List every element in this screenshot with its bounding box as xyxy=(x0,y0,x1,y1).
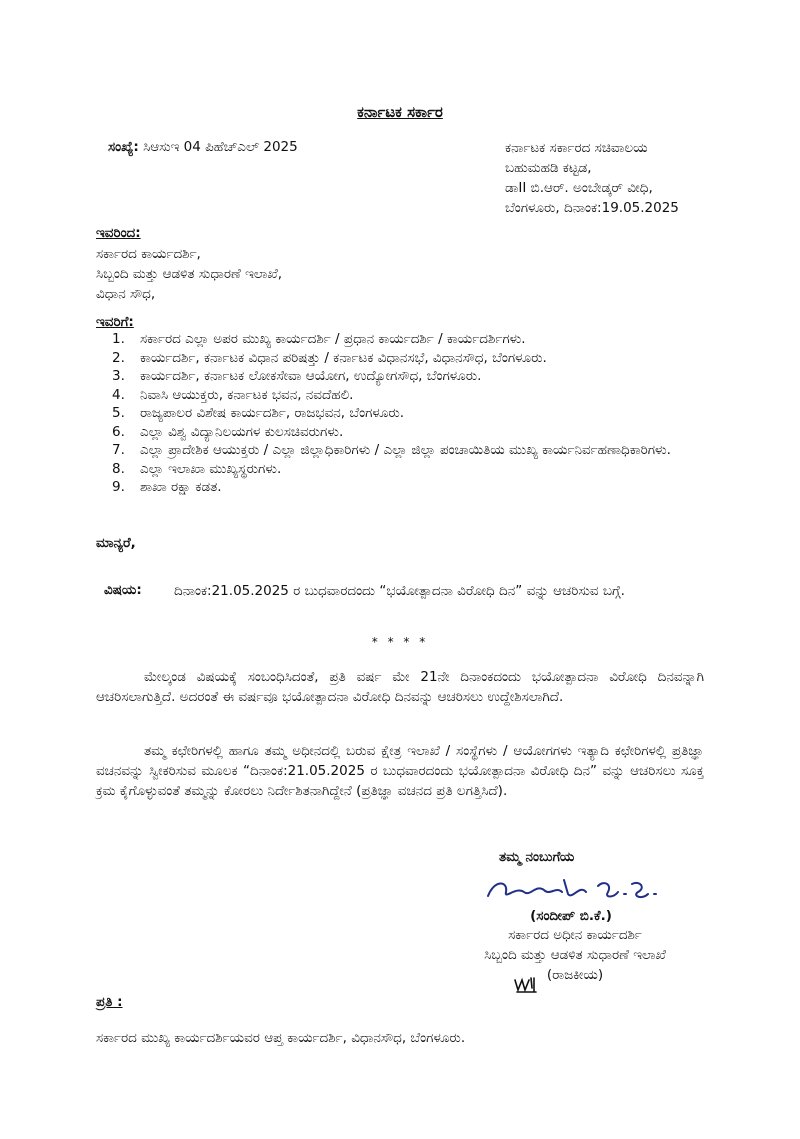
signature-image xyxy=(480,872,670,906)
separator-stars: * * * * xyxy=(371,635,429,649)
closing-yours-faithfully: ತಮ್ಮ ನಂಬುಗೆಯ xyxy=(499,849,575,865)
body-paragraph-1: ಮೇಲ್ಕಂಡ ವಿಷಯಕ್ಕೆ ಸಂಬಂಧಿಸಿದಂತೆ, ಪ್ರತಿ ವರ್ಷ ಮೇ 21ನೇ ದಿನಾಂಕದಂದು ಭಯೋತ್ಪಾದನಾ ವಿರೋಧಿ ದಿನವನ್ನಾಗಿ ಆಚರಿಸಲಾಗುತ್ತಿದೆ. ಅದರಂತೆ ಈ ವರ್ಷವೂ ಭಯೋತ್ಪಾದನಾ ವಿರೋಧಿ ದಿನವನ್ನು ಆಚರಿಸಲು ಉದ್ದೇಶಿಸಲಾಗಿದೆ. xyxy=(96,669,704,705)
from-block xyxy=(96,244,282,304)
salutation: ಮಾನ್ಯರೆ, xyxy=(96,535,136,551)
from-heading: ಇವರಿಂದ: xyxy=(96,225,141,241)
sender-address-block xyxy=(505,138,679,218)
address-line: ಬಹುಮಹಡಿ ಕಟ್ಟಡ, xyxy=(505,160,592,176)
designation-line: ಸರ್ಕಾರದ ಅಧೀನ ಕಾರ್ಯದರ್ಶಿ xyxy=(508,927,642,943)
list-item: 4. ನಿವಾಸಿ ಆಯುಕ್ತರು, ಕರ್ನಾಟಕ ಭವನ, ನವದೆಹಲಿ. xyxy=(112,386,354,403)
signatory-designation xyxy=(420,925,730,985)
list-item: 5. ರಾಜ್ಯಪಾಲರ ವಿಶೇಷ ಕಾರ್ಯದರ್ಶಿ, ರಾಜಭವನ, ಬೆಂಗಳೂರು. xyxy=(112,405,405,421)
subject-text: ದಿನಾಂಕ:21.05.2025 ರ ಬುಧವಾರದಂದು “ಭಯೋತ್ಪಾದನಾ ವಿರೋಧಿ ದಿನ” ವನ್ನು ಆಚರಿಸುವ ಬಗ್ಗೆ. xyxy=(174,583,625,599)
recipient-list xyxy=(112,330,722,497)
list-item: 9. ಶಾಖಾ ರಕ್ಷಾ ಕಡತ. xyxy=(112,479,222,495)
from-line: ಸರ್ಕಾರದ ಕಾರ್ಯದರ್ಶಿ, xyxy=(96,246,201,262)
designation-line: (ರಾಜಕೀಯ) xyxy=(546,967,604,983)
address-line: ಡಾII ಬಿ.ಆರ್. ಅಂಬೇಡ್ಕರ್ ವೀಧಿ, xyxy=(505,180,653,196)
initial-mark xyxy=(512,974,540,994)
from-line: ಸಿಬ್ಬಂದಿ ಮತ್ತು ಆಡಳಿತ ಸುಧಾರಣೆ ಇಲಾಖೆ, xyxy=(96,266,283,282)
from-line: ವಿಧಾನ ಸೌಧ, xyxy=(96,286,156,302)
list-item: 7. ಎಲ್ಲಾ ಪ್ರಾದೇಶಿಕ ಆಯುಕ್ತರು / ಎಲ್ಲಾ ಜಿಲ್ಲಾಧಿಕಾರಿಗಳು / ಎಲ್ಲಾ ಜಿಲ್ಲಾ ಪಂಚಾಯಿತಿಯ ಮುಖ್ಯ ಕಾರ್ಯನಿರ್ವಹಣಾಧಿಕಾರಿಗಳು. xyxy=(112,442,671,458)
list-item: 1. ಸರ್ಕಾರದ ಎಲ್ಲಾ ಅಪರ ಮುಖ್ಯ ಕಾರ್ಯದರ್ಶಿ / ಪ್ರಧಾನ ಕಾರ್ಯದರ್ಶಿ / ಕಾರ್ಯದರ್ಶಿಗಳು. xyxy=(112,331,526,347)
list-item: 3. ಕಾರ್ಯದರ್ಶಿ, ಕರ್ನಾಟಕ ಲೋಕಸೇವಾ ಆಯೋಗ, ಉದ್ಯೋಗಸೌಧ, ಬೆಂಗಳೂರು. xyxy=(112,368,482,384)
subject-label: ವಿಷಯ: xyxy=(104,582,142,598)
list-item: 6. ಎಲ್ಲಾ ವಿಶ್ವ ವಿದ್ಯಾನಿಲಯಗಳ ಕುಲಸಚಿವರುಗಳು. xyxy=(112,423,344,440)
designation-line: ಸಿಬ್ಬಂದಿ ಮತ್ತು ಆಡಳಿತ ಸುಧಾರಣೆ ಇಲಾಖೆ xyxy=(484,947,666,963)
reference-number xyxy=(108,138,298,156)
signatory-name: (ಸಂದೀಪ್ ಬಿ.ಕೆ.) xyxy=(530,908,612,924)
to-heading: ಇವರಿಗೆ: xyxy=(96,314,134,330)
address-date-line: ಬೆಂಗಳೂರು, ದಿನಾಂಕ:19.05.2025 xyxy=(505,200,679,216)
copy-to-heading: ಪ್ರತಿ : xyxy=(96,994,123,1010)
reference-value: ಸಿಆಸುಇ 04 ಪಿಹೆಚ್ಎಲ್ 2025 xyxy=(143,139,298,155)
reference-label: ಸಂಖ್ಯೆ: xyxy=(108,139,139,155)
list-item: 8. ಎಲ್ಲಾ ಇಲಾಖಾ ಮುಖ್ಯಸ್ಥರುಗಳು. xyxy=(112,460,282,477)
copy-to-text: ಸರ್ಕಾರದ ಮುಖ್ಯ ಕಾರ್ಯದರ್ಶಿಯವರ ಆಪ್ತ ಕಾರ್ಯದರ್ಶಿ, ವಿಧಾನಸೌಧ, ಬೆಂಗಳೂರು. xyxy=(96,1030,466,1046)
body-paragraph-2: ತಮ್ಮ ಕಛೇರಿಗಳಲ್ಲಿ ಹಾಗೂ ತಮ್ಮ ಅಧೀನದಲ್ಲಿ ಬರುವ ಕ್ಷೇತ್ರ ಇಲಾಖೆ / ಸಂಸ್ಥೆಗಳು / ಆಯೋಗಗಳು ಇತ್ಯಾದಿ ಕಛೇರಿಗಳಲ್ಲಿ ಪ್ರತಿಜ್ಞಾ ವಚನವನ್ನು ಸ್ವೀಕರಿಸುವ ಮೂಲಕ “ದಿನಾಂಕ:21.05.2025 ರ ಬುಧವಾರದಂದು ಭಯೋತ್ಪಾದನಾ ವಿರೋಧಿ ದಿನ” ವನ್ನು ಆಚರಿಸಲು ಸೂಕ್ತ ಕ್ರಮ ಕೈಗೊಳ್ಳುವಂತೆ ತಮ್ಮನ್ನು ಕೋರಲು ನಿರ್ದೇಶಿತನಾಗಿದ್ದೇನೆ (ಪ್ರತಿಜ್ಞಾ ವಚನದ ಪ್ರತಿ ಲಗತ್ತಿಸಿದೆ). xyxy=(96,743,704,799)
address-line: ಕರ್ನಾಟಕ ಸರ್ಕಾರದ ಸಚಿವಾಲಯ xyxy=(505,140,648,156)
document-title: ಕರ್ನಾಟಕ ಸರ್ಕಾರ xyxy=(357,103,443,121)
list-item: 2. ಕಾರ್ಯದರ್ಶಿ, ಕರ್ನಾಟಕ ವಿಧಾನ ಪರಿಷತ್ತು / ಕರ್ನಾಟಕ ವಿಧಾನಸಭೆ, ವಿಧಾನಸೌಧ, ಬೆಂಗಳೂರು. xyxy=(112,349,547,366)
